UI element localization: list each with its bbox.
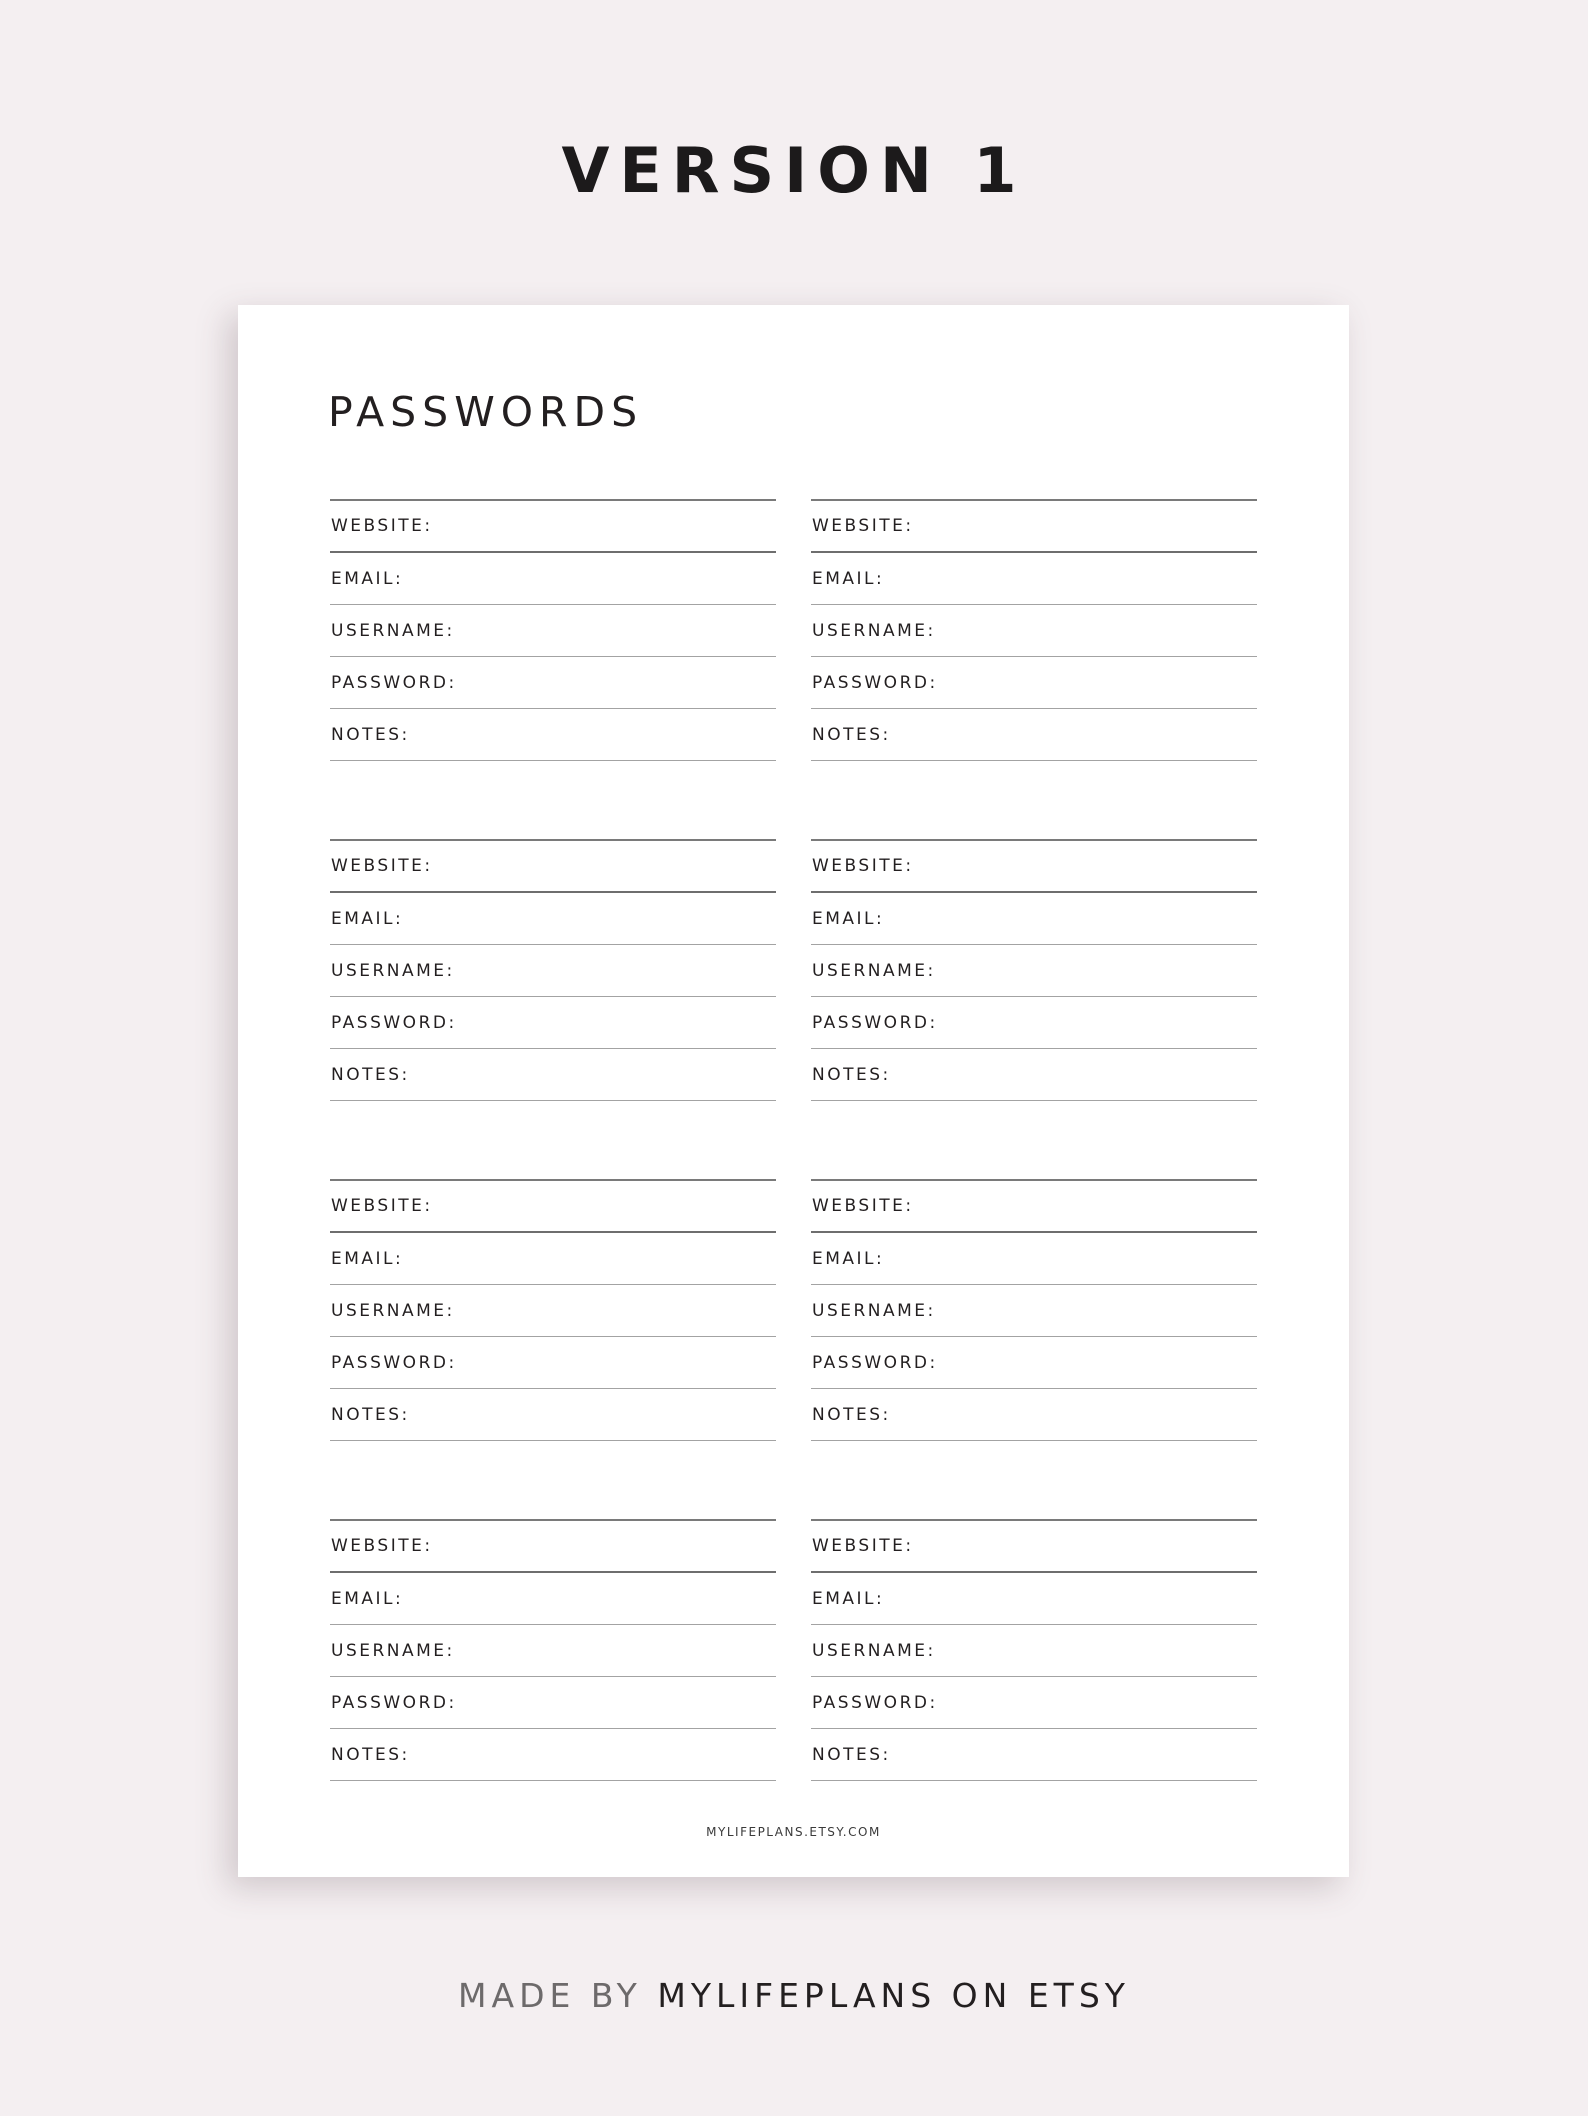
field-label: PASSWORD: — [331, 1692, 457, 1713]
password-card — [811, 1179, 1257, 1441]
field-row[interactable] — [330, 1729, 776, 1781]
field-label: USERNAME: — [331, 1640, 455, 1661]
field-row[interactable] — [811, 841, 1257, 893]
field-label: PASSWORD: — [331, 672, 457, 693]
password-card — [330, 1179, 776, 1441]
field-label: NOTES: — [812, 1744, 891, 1765]
field-row[interactable] — [811, 501, 1257, 553]
field-row[interactable] — [330, 1625, 776, 1677]
field-row[interactable] — [811, 1337, 1257, 1389]
field-row[interactable] — [811, 1285, 1257, 1337]
field-row[interactable] — [811, 997, 1257, 1049]
password-card — [811, 1519, 1257, 1781]
field-row[interactable] — [330, 945, 776, 997]
field-label: USERNAME: — [331, 960, 455, 981]
field-row[interactable] — [330, 893, 776, 945]
field-row[interactable] — [330, 1233, 776, 1285]
password-card — [330, 839, 776, 1101]
field-label: EMAIL: — [812, 568, 885, 589]
password-card — [811, 839, 1257, 1101]
field-label: NOTES: — [812, 1404, 891, 1425]
field-label: WEBSITE: — [812, 516, 914, 536]
field-label: EMAIL: — [331, 1248, 404, 1269]
field-label: NOTES: — [812, 724, 891, 745]
password-card — [330, 1519, 776, 1781]
field-row[interactable] — [330, 1285, 776, 1337]
field-row[interactable] — [330, 501, 776, 553]
field-row[interactable] — [811, 1389, 1257, 1441]
field-label: EMAIL: — [812, 1248, 885, 1269]
field-row[interactable] — [330, 1181, 776, 1233]
field-label: EMAIL: — [331, 568, 404, 589]
field-label: USERNAME: — [812, 620, 936, 641]
field-label: PASSWORD: — [812, 1352, 938, 1373]
field-row[interactable] — [811, 657, 1257, 709]
field-row[interactable] — [330, 1049, 776, 1101]
field-row[interactable] — [330, 1389, 776, 1441]
field-row[interactable] — [330, 553, 776, 605]
printable-sheet — [238, 305, 1349, 1877]
field-row[interactable] — [330, 1677, 776, 1729]
field-row[interactable] — [330, 997, 776, 1049]
field-label: PASSWORD: — [331, 1352, 457, 1373]
field-row[interactable] — [811, 1521, 1257, 1573]
field-label: WEBSITE: — [331, 856, 433, 876]
field-label: USERNAME: — [812, 960, 936, 981]
field-label: PASSWORD: — [812, 672, 938, 693]
field-row[interactable] — [811, 1573, 1257, 1625]
field-row[interactable] — [330, 709, 776, 761]
version-heading: VERSION 1 — [561, 134, 1027, 207]
field-label: NOTES: — [812, 1064, 891, 1085]
credit-prefix: MADE BY — [458, 1976, 642, 2015]
field-row[interactable] — [811, 1677, 1257, 1729]
password-card — [811, 499, 1257, 761]
password-card — [330, 499, 776, 761]
field-row[interactable] — [811, 553, 1257, 605]
field-label: WEBSITE: — [331, 516, 433, 536]
credit-brand: MYLIFEPLANS ON ETSY — [657, 1976, 1130, 2015]
field-label: USERNAME: — [331, 1300, 455, 1321]
field-label: EMAIL: — [812, 908, 885, 929]
field-label: PASSWORD: — [812, 1012, 938, 1033]
field-label: WEBSITE: — [812, 1196, 914, 1216]
field-label: NOTES: — [331, 1744, 410, 1765]
field-label: PASSWORD: — [331, 1012, 457, 1033]
field-row[interactable] — [811, 1049, 1257, 1101]
field-row[interactable] — [330, 841, 776, 893]
field-label: WEBSITE: — [331, 1196, 433, 1216]
field-row[interactable] — [811, 945, 1257, 997]
field-row[interactable] — [811, 1625, 1257, 1677]
field-row[interactable] — [811, 709, 1257, 761]
field-row[interactable] — [330, 1337, 776, 1389]
field-label: USERNAME: — [331, 620, 455, 641]
field-row[interactable] — [811, 1233, 1257, 1285]
field-label: USERNAME: — [812, 1640, 936, 1661]
field-row[interactable] — [330, 657, 776, 709]
field-label: NOTES: — [331, 1064, 410, 1085]
field-label: NOTES: — [331, 1404, 410, 1425]
sheet-title: PASSWORDS — [328, 388, 644, 436]
field-label: EMAIL: — [331, 908, 404, 929]
field-label: WEBSITE: — [331, 1536, 433, 1556]
field-label: NOTES: — [331, 724, 410, 745]
sheet-footer-url: MYLIFEPLANS.ETSY.COM — [706, 1825, 881, 1839]
field-row[interactable] — [811, 1729, 1257, 1781]
field-label: WEBSITE: — [812, 1536, 914, 1556]
credit-line — [0, 1974, 1588, 2018]
field-row[interactable] — [330, 1521, 776, 1573]
field-row[interactable] — [811, 1181, 1257, 1233]
field-label: PASSWORD: — [812, 1692, 938, 1713]
field-row[interactable] — [330, 605, 776, 657]
field-label: WEBSITE: — [812, 856, 914, 876]
field-row[interactable] — [811, 893, 1257, 945]
field-label: USERNAME: — [812, 1300, 936, 1321]
field-row[interactable] — [811, 605, 1257, 657]
field-label: EMAIL: — [331, 1588, 404, 1609]
field-label: EMAIL: — [812, 1588, 885, 1609]
field-row[interactable] — [330, 1573, 776, 1625]
